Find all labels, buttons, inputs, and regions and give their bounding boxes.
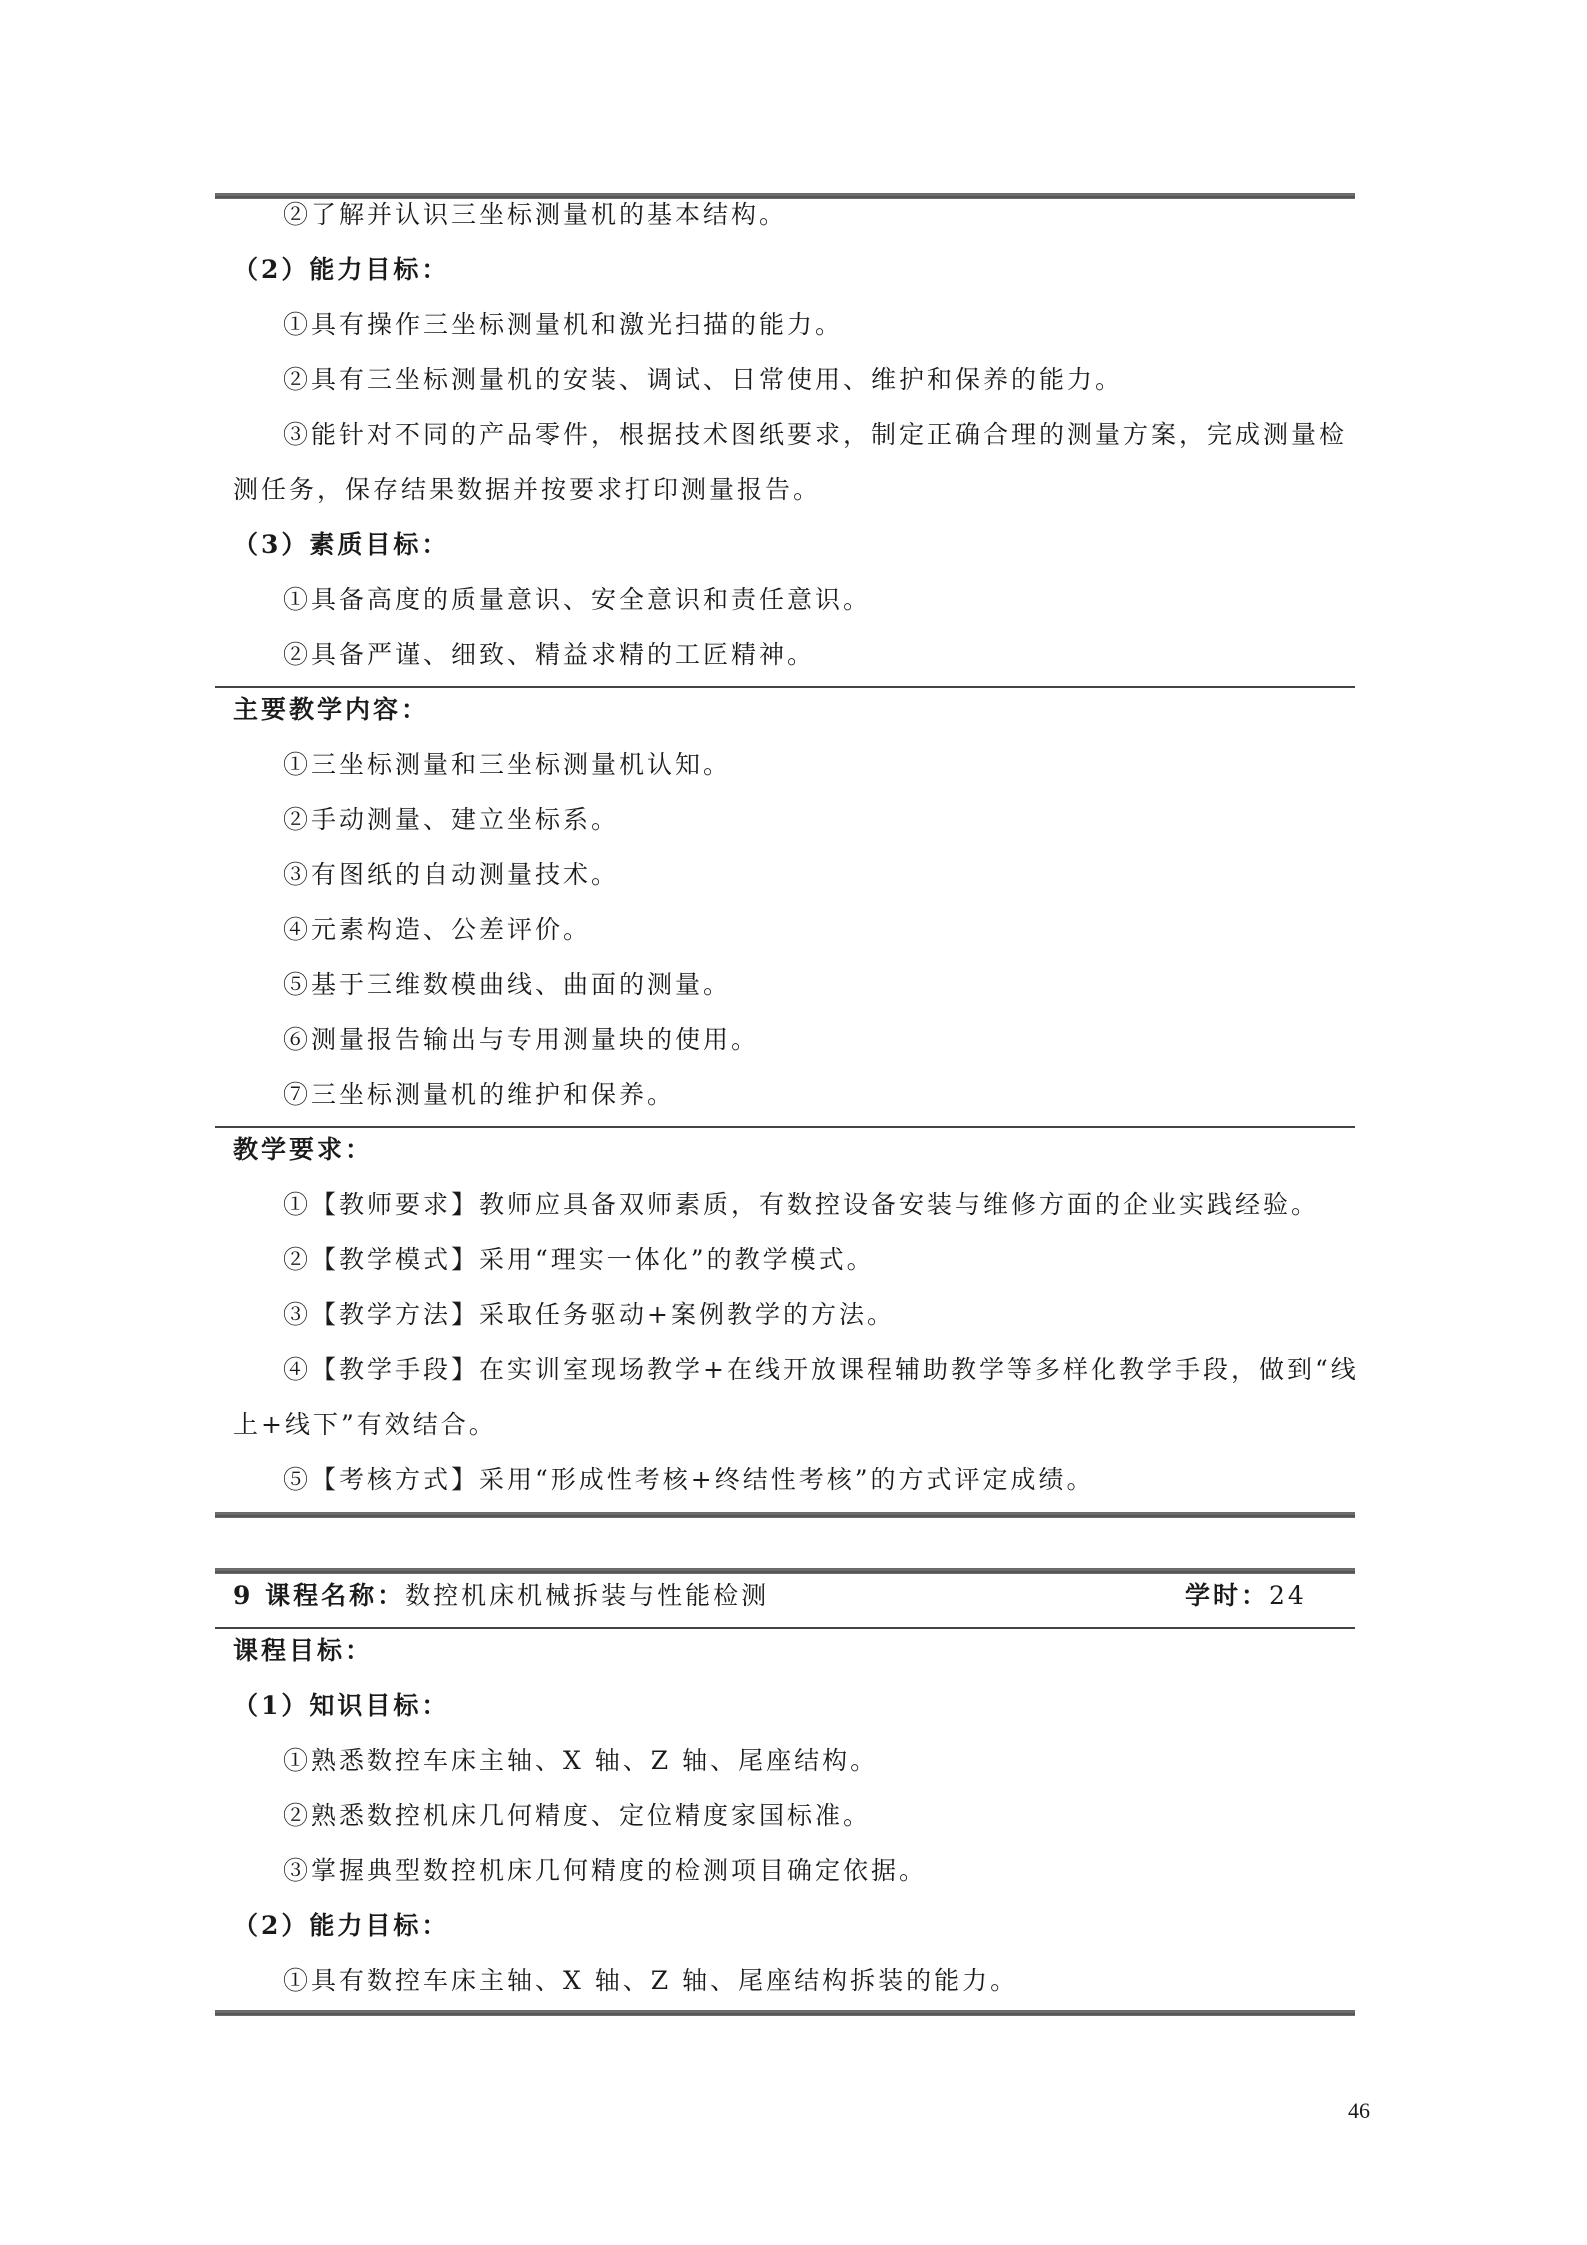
quality-item-2: ②具备严谨、细致、精益求精的工匠精神。	[283, 640, 816, 669]
requirement-item-1: ①【教师要求】教师应具备双师素质，有数控设备安装与维修方面的企业实践经验。	[283, 1190, 1320, 1219]
content-item-4: ④元素构造、公差评价。	[283, 915, 592, 944]
course9-ability-heading: （2）能力目标：	[233, 1911, 450, 1940]
ability-item-3-continued: 测任务，保存结果数据并按要求打印测量报告。	[233, 475, 822, 504]
course9-knowledge-heading: （1）知识目标：	[233, 1691, 450, 1720]
quality-item-1: ①具备高度的质量意识、安全意识和责任意识。	[283, 585, 872, 614]
objectives-heading: 课程目标：	[233, 1636, 374, 1665]
course9-knowledge-item-1: ①熟悉数控车床主轴、X 轴、Z 轴、尾座结构。	[283, 1746, 879, 1775]
content-heading: 主要教学内容：	[233, 695, 430, 724]
content-item-6: ⑥测量报告输出与专用测量块的使用。	[283, 1025, 760, 1054]
course9-ability-item-1: ①具有数控车床主轴、X 轴、Z 轴、尾座结构拆装的能力。	[283, 1966, 1019, 1995]
requirement-item-4-continued: 上+线下”有效结合。	[233, 1410, 497, 1439]
course-hours	[1185, 1568, 1307, 1624]
requirement-item-3: ③【教学方法】采取任务驱动+案例教学的方法。	[283, 1300, 895, 1329]
page-number: 46	[1348, 2098, 1370, 2123]
ability-item-1: ①具有操作三坐标测量机和激光扫描的能力。	[283, 310, 844, 339]
hours-label: 学时：	[1185, 1581, 1270, 1610]
table-bottom-border	[215, 1512, 1355, 1518]
requirement-item-5: ⑤【考核方式】采用“形成性考核+终结性考核”的方式评定成绩。	[283, 1465, 1095, 1494]
requirements-heading: 教学要求：	[233, 1135, 374, 1164]
ability-item-2: ②具有三坐标测量机的安装、调试、日常使用、维护和保养的能力。	[283, 365, 1124, 394]
hours-value: 24	[1269, 1581, 1307, 1610]
course-title-row	[233, 1568, 1587, 1624]
content-item-3: ③有图纸的自动测量技术。	[283, 860, 620, 889]
requirement-item-4: ④【教学手段】在实训室现场教学+在线开放课程辅助教学等多样化教学手段，做到“线	[283, 1355, 1359, 1384]
content-item-2: ②手动测量、建立坐标系。	[283, 805, 620, 834]
knowledge-item-2: ②了解并认识三坐标测量机的基本结构。	[283, 200, 788, 229]
content-item-1: ①三坐标测量和三坐标测量机认知。	[283, 750, 732, 779]
table-bottom-border	[215, 2010, 1355, 2016]
course9-knowledge-item-2: ②熟悉数控机床几何精度、定位精度家国标准。	[283, 1801, 872, 1830]
course-label: 9 课程名称：	[233, 1581, 406, 1610]
ability-heading: （2）能力目标：	[233, 255, 450, 284]
content-item-5: ⑤基于三维数模曲线、曲面的测量。	[283, 970, 732, 999]
quality-heading: （3）素质目标：	[233, 530, 450, 559]
content-item-7: ⑦三坐标测量机的维护和保养。	[283, 1080, 676, 1109]
course-name: 数控机床机械拆装与性能检测	[405, 1581, 770, 1610]
requirement-item-2: ②【教学模式】采用“理实一体化”的教学模式。	[283, 1245, 875, 1274]
ability-item-3: ③能针对不同的产品零件，根据技术图纸要求，制定正确合理的测量方案，完成测量检	[283, 420, 1348, 449]
course9-knowledge-item-3: ③掌握典型数控机床几何精度的检测项目确定依据。	[283, 1856, 928, 1885]
